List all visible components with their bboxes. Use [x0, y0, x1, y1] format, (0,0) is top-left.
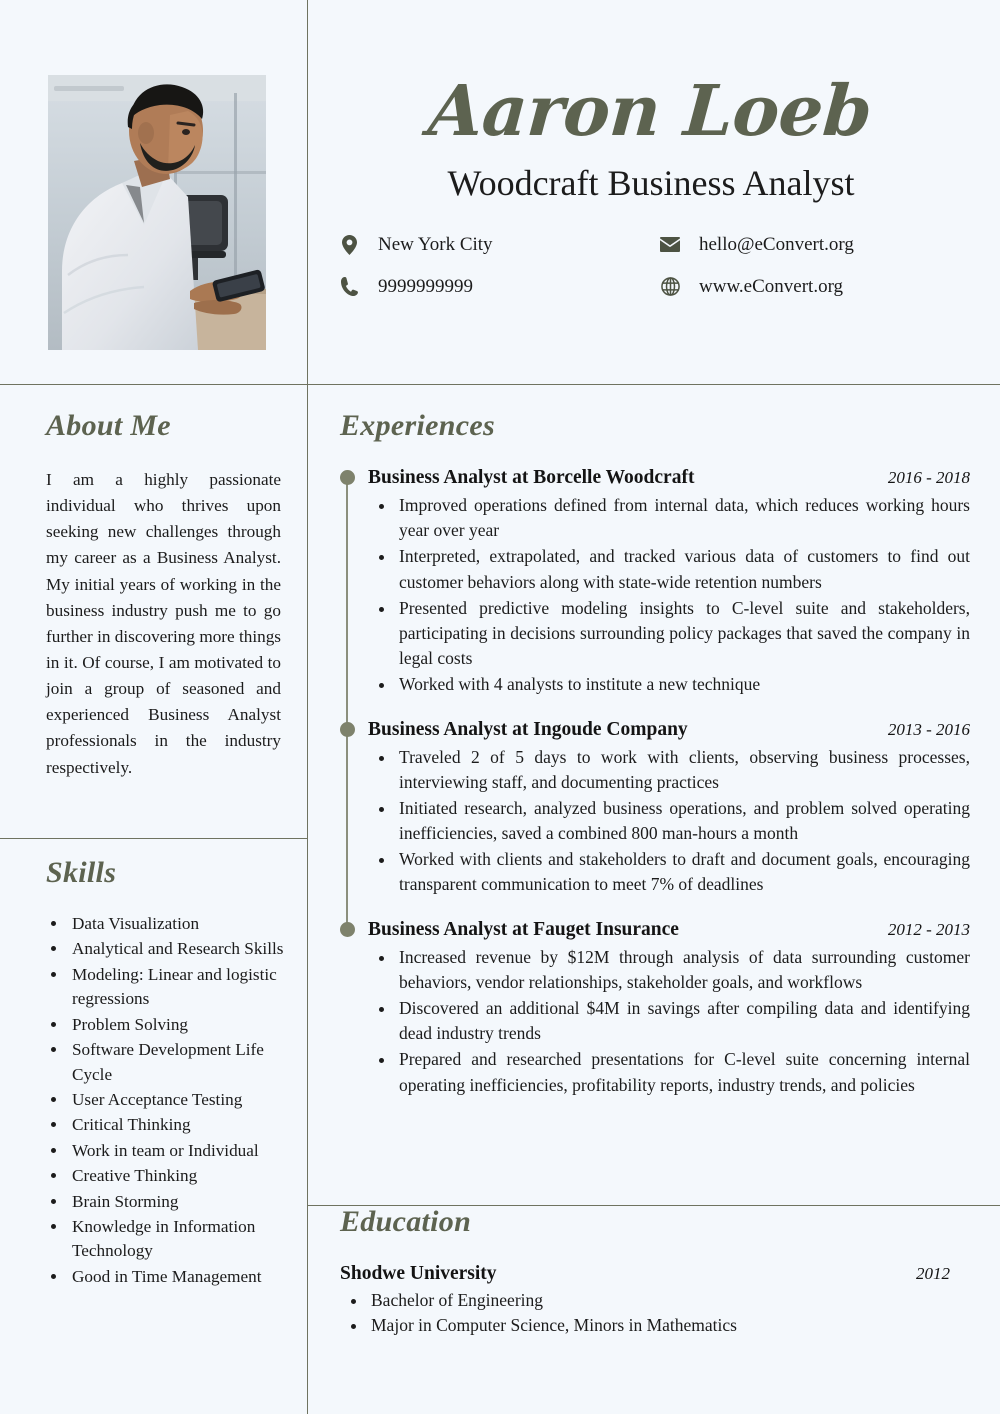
- experience-role: Business Analyst at Fauget Insurance: [368, 918, 679, 940]
- education-bullet-list: [340, 1288, 970, 1339]
- experience-bullet: • Presented predictive modeling insights to C-level suite and stakeholders, participating in decisions surrounding policy packages that saved the company in legal costs: [396, 596, 970, 672]
- experience-bullet-list: [368, 945, 970, 1098]
- skills-section-title: Skills: [46, 856, 117, 889]
- contact-website[interactable]: [659, 276, 980, 298]
- skill-item: • Brain Storming: [68, 1190, 291, 1214]
- education-year: 2012: [916, 1264, 950, 1283]
- skill-item: • Good in Time Management: [68, 1265, 291, 1289]
- experience-bullet: • Worked with clients and stakeholders to draft and document goals, encouraging transparent communication to meet 7% of deadlines: [396, 847, 970, 897]
- contact-list: [330, 234, 980, 298]
- experience-entry: [368, 467, 970, 698]
- profile-photo: [48, 75, 266, 350]
- contact-email-text: hello@eConvert.org: [699, 233, 854, 255]
- contact-phone[interactable]: [338, 276, 659, 298]
- about-section: [46, 409, 281, 781]
- experience-entry: [368, 919, 970, 1098]
- experience-bullet: • Prepared and researched presentations for C-level suite concerning internal operating inefficiencies, profitability reports, industry trends, and policies: [396, 1047, 970, 1097]
- email-icon: [659, 234, 681, 256]
- contact-phone-text: 9999999999: [378, 275, 473, 297]
- experience-bullet: • Discovered an additional $4M in savings after compiling data and identifying dead industry trends: [396, 996, 970, 1046]
- education-school: Shodwe University: [340, 1263, 497, 1284]
- about-section-title: About Me: [46, 409, 171, 442]
- skill-item: • Critical Thinking: [68, 1113, 291, 1137]
- experience-entry: [368, 719, 970, 898]
- education-entry: [340, 1263, 970, 1339]
- experience-header: [368, 467, 970, 489]
- phone-icon: [338, 276, 360, 298]
- left-column: [0, 384, 307, 1414]
- timeline-dot-icon: [340, 922, 355, 937]
- experiences-section: [307, 384, 1000, 1098]
- experience-dates: 2012 - 2013: [887, 919, 970, 939]
- education-header: [340, 1263, 970, 1285]
- contact-website-text: www.eConvert.org: [699, 275, 844, 297]
- education-section-title: Education: [340, 1205, 472, 1238]
- education-bullet: • Bachelor of Engineering: [368, 1288, 970, 1313]
- experience-bullet: • Improved operations defined from internal data, which reduces working hours year over year: [396, 493, 970, 543]
- globe-icon: [659, 276, 681, 298]
- location-pin-icon: [338, 234, 360, 256]
- experience-bullet: • Interpreted, extrapolated, and tracked various data of customers to find out customer behaviors along with state-wide retention numbers: [396, 544, 970, 594]
- skill-item: • Data Visualization: [68, 912, 291, 936]
- experience-role: Business Analyst at Ingoude Company: [368, 718, 688, 740]
- header-block: [330, 69, 980, 298]
- skill-item: • Software Development Life Cycle: [68, 1038, 291, 1087]
- experience-role: Business Analyst at Borcelle Woodcraft: [368, 467, 695, 488]
- job-title: Woodcraft Business Analyst: [447, 163, 855, 203]
- experience-dates: 2016 - 2018: [887, 468, 970, 487]
- skill-item: • Work in team or Individual: [68, 1139, 291, 1163]
- skill-item: • Creative Thinking: [68, 1164, 291, 1188]
- skill-item: • Analytical and Research Skills: [68, 937, 291, 961]
- experience-timeline: [340, 467, 970, 1098]
- contact-location[interactable]: [338, 234, 659, 256]
- about-section-text: I am a highly passionate individual who thrives upon seeking new challenges through my career as a Business Analyst. My initial years of working in the business industry push me to go further in discovering more things in it. Of course, I am motivated to join a group of seasoned and experienced Business Analyst professionals in the industry respectively.: [46, 470, 281, 777]
- experience-bullet-list: [368, 493, 970, 698]
- experience-dates: 2013 - 2016: [887, 719, 970, 739]
- right-column: [307, 384, 1000, 1336]
- experience-bullet: • Worked with 4 analysts to institute a new technique: [396, 672, 970, 697]
- experience-bullet: • Initiated research, analyzed business operations, and problem solved operating inefficiencies, saved a combined 800 man-hours a month: [396, 796, 970, 846]
- experience-bullet-list: [368, 745, 970, 898]
- experience-header: [368, 919, 970, 941]
- experiences-section-title: Experiences: [340, 409, 495, 442]
- education-entries: [340, 1263, 970, 1339]
- experience-bullet: • Increased revenue by $12M through analysis of data surrounding customer behaviors, vendor relationships, stakeholder goals, and workflows: [396, 945, 970, 995]
- education-section: [307, 1205, 1000, 1339]
- experience-header: [368, 719, 970, 741]
- timeline-dot-icon: [340, 722, 355, 737]
- skills-section: [46, 856, 291, 1290]
- contact-location-text: New York City: [378, 233, 493, 255]
- skill-item: • User Acceptance Testing: [68, 1088, 291, 1112]
- skills-list: [46, 912, 291, 1289]
- contact-email[interactable]: [659, 234, 980, 256]
- page-title: Aaron Loeb: [425, 69, 875, 152]
- profile-photo-image: [48, 75, 266, 350]
- skill-item: • Knowledge in Information Technology: [68, 1215, 291, 1264]
- skill-item: • Problem Solving: [68, 1013, 291, 1037]
- skill-item: • Modeling: Linear and logistic regressions: [68, 963, 291, 1012]
- education-bullet: • Major in Computer Science, Minors in Mathematics: [368, 1313, 970, 1338]
- timeline-dot-icon: [340, 470, 355, 485]
- experience-bullet: • Traveled 2 of 5 days to work with clients, observing business processes, interviewing staff, and documenting practices: [396, 745, 970, 795]
- timeline-line: [346, 478, 348, 930]
